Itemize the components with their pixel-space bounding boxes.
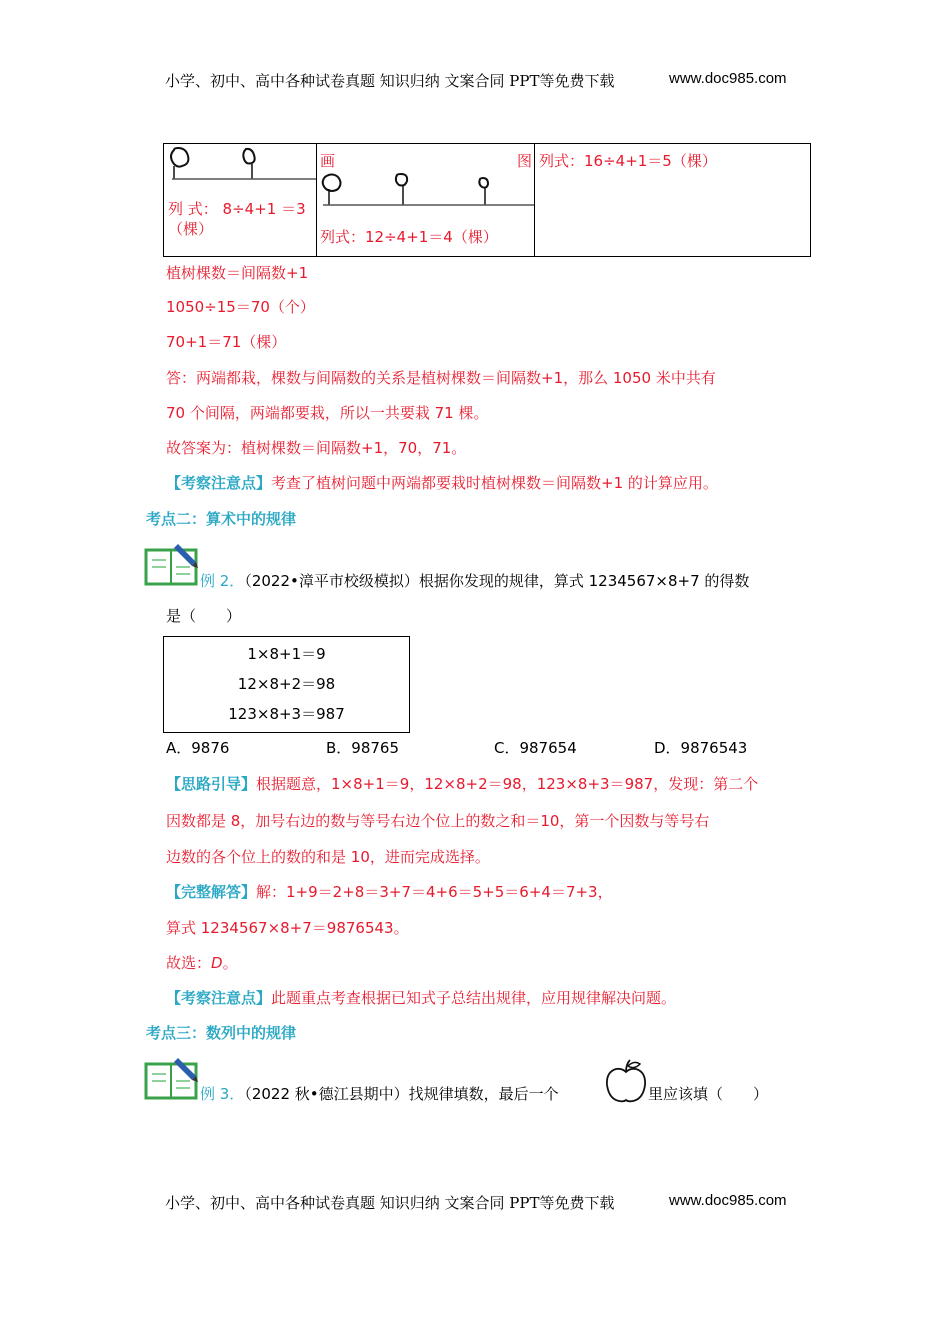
cell3-formula: 列式：16÷4+1＝5（棵） <box>539 152 717 170</box>
option-b[interactable]: B．98765 <box>326 739 400 757</box>
header-url[interactable]: www.doc985.com <box>669 70 787 87</box>
footer-url[interactable]: www.doc985.com <box>669 1192 787 1209</box>
cell2-formula: 列式：12÷4+1＝4（棵） <box>320 228 498 246</box>
book-pencil-icon-2 <box>144 1054 200 1102</box>
example3-question-cont: 里应该填（ ） <box>648 1085 769 1103</box>
note-text: 考查了植树问题中两端都要栽时植树棵数＝间隔数+1 的计算应用。 <box>271 474 718 492</box>
cell2-draw-label: 画 <box>320 152 336 170</box>
note-tag: 【考察注意点】 <box>166 474 272 492</box>
tree-drawing-2 <box>164 144 316 194</box>
line-answer-2: 70 个间隔，两端都要栽，所以一共要栽 71 棵。 <box>166 404 489 422</box>
example2-note-tag: 【考察注意点】 <box>166 989 272 1007</box>
cell2-fig-label: 图 <box>517 152 533 170</box>
solution-period: 。 <box>222 954 238 972</box>
solution-line-3 <box>166 952 238 973</box>
table-cell-2 <box>317 144 535 256</box>
solution-line-2: 算式 1234567×8+7＝9876543。 <box>166 919 409 937</box>
section-title-3: 考点三：数列中的规律 <box>146 1024 297 1042</box>
solution-answer: D <box>211 954 223 972</box>
solution-text-1: 解：1+9＝2+8＝3+7＝4+6＝5+5＝6+4＝7+3， <box>256 883 613 901</box>
example2-question <box>200 570 749 591</box>
hint-line-3: 边数的各个位上的数的和是 10，进而完成选择。 <box>166 848 490 866</box>
example3-question <box>200 1083 559 1104</box>
line-tree-count: 70+1＝71（棵） <box>166 333 287 351</box>
option-a[interactable]: A．9876 <box>166 739 230 757</box>
line-interval-count: 1050÷15＝70（个） <box>166 298 315 316</box>
table-cell-3 <box>535 144 810 256</box>
book-pencil-icon <box>144 540 200 588</box>
line-note <box>166 472 718 493</box>
solution-choose-label: 故选： <box>166 954 212 972</box>
hint-line-2: 因数都是 8，加号右边的数与等号右边个位上的数之和＝10，第一个因数与等号右 <box>166 812 710 830</box>
option-d[interactable]: D．9876543 <box>654 739 748 757</box>
pattern-row-1: 1×8+1＝9 <box>247 645 326 663</box>
header-text: 小学、初中、高中各种试卷真题 知识归纳 文案合同 PPT等免费下载 <box>165 72 615 90</box>
example2-question-text: （2022•漳平市校级模拟）根据你发现的规律，算式 1234567×8+7 的得数 <box>244 572 750 590</box>
example3-label: 例 3． <box>200 1085 245 1103</box>
cell1-formula: 列 式： 8÷4+1 ＝3 <box>168 200 306 218</box>
hint-line-1 <box>166 773 758 794</box>
option-c[interactable]: C．987654 <box>494 739 577 757</box>
pattern-row-2: 12×8+2＝98 <box>237 675 336 693</box>
example2-label: 例 2． <box>200 572 245 590</box>
footer-text: 小学、初中、高中各种试卷真题 知识归纳 文案合同 PPT等免费下载 <box>165 1194 615 1212</box>
hint-tag: 【思路引导】 <box>166 775 257 793</box>
example2-question-cont: 是（ ） <box>166 607 242 625</box>
solution-line-1 <box>166 881 613 902</box>
apple-icon <box>604 1058 648 1104</box>
tree-drawing-3 <box>317 169 534 209</box>
example2-pattern-box <box>163 636 410 733</box>
pattern-row-3: 123×8+3＝987 <box>228 705 345 723</box>
section-title-2: 考点二：算术中的规律 <box>146 510 297 528</box>
solution-tag: 【完整解答】 <box>166 883 257 901</box>
example2-note-text: 此题重点考查根据已知式子总结出规律，应用规律解决问题。 <box>271 989 677 1007</box>
line-final-answer: 故答案为：植树棵数＝间隔数+1，70，71。 <box>166 439 467 457</box>
line-formula-rule: 植树棵数＝间隔数+1 <box>166 264 309 282</box>
example3-question-text: （2022 秋•德江县期中）找规律填数，最后一个 <box>244 1085 559 1103</box>
tree-planting-table <box>163 143 811 257</box>
table-cell-1 <box>164 144 317 256</box>
cell1-unit: （棵） <box>168 220 214 238</box>
line-answer-1: 答：两端都栽，棵数与间隔数的关系是植树棵数＝间隔数+1，那么 1050 米中共有 <box>166 369 716 387</box>
example2-note <box>166 987 676 1008</box>
hint-text-1: 根据题意，1×8+1＝9，12×8+2＝98，123×8+3＝987，发现：第二个 <box>256 775 759 793</box>
